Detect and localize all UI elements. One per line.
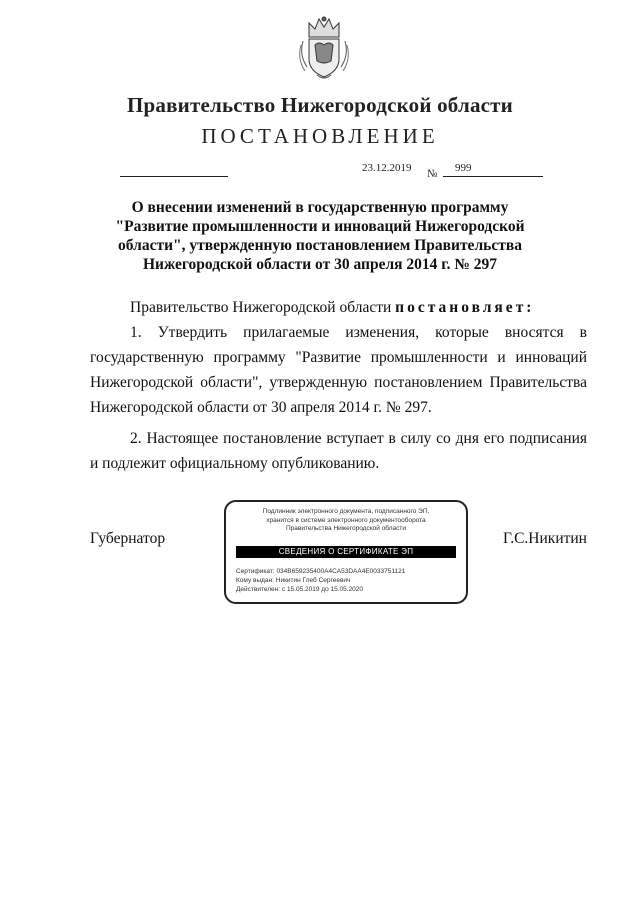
document-subject (100, 198, 540, 274)
validity-label: Действителен: (236, 586, 281, 593)
stamp-header (232, 508, 460, 534)
coat-of-arms-icon (295, 15, 353, 81)
e-signature-stamp (224, 500, 468, 604)
issued-to-value: Никитин Глеб Сергеевич (275, 577, 351, 584)
validity-value: с 15.05.2019 до 15.05.2020 (281, 586, 364, 593)
number-underline (443, 176, 543, 177)
subject-line: О внесении изменений в государственную программу (131, 199, 509, 216)
preamble-text: Правительство Нижегородской области (130, 299, 392, 316)
issued-to-label: Кому выдан: (236, 577, 274, 584)
stamp-title: СВЕДЕНИЯ О СЕРТИФИКАТЕ ЭП (236, 546, 456, 558)
signer-position: Губернатор (90, 530, 166, 547)
document-date: 23.12.2019 (362, 162, 412, 174)
number-sign: № (427, 168, 438, 180)
document-type: ПОСТАНОВЛЕНИЕ (201, 124, 439, 148)
document-number: 999 (455, 162, 472, 174)
stamp-header-line: хранится в системе электронного документооборота (266, 516, 426, 524)
stamp-header-line: Правительства Нижегородской области (285, 525, 407, 532)
subject-line: Нижегородской области от 30 апреля 2014 г. № 297 (142, 256, 498, 273)
item-2: 2. Настоящее постановление вступает в силу со дня его подписания и подлежит официальному опубликованию. (90, 430, 587, 472)
subject-line: "Развитие промышленности и инноваций Нижегородской (115, 218, 525, 235)
preamble (130, 295, 550, 320)
issued-to-row (236, 577, 350, 584)
blank-line-left (120, 176, 228, 177)
validity-row (236, 586, 363, 593)
government-name: Правительство Нижегородской области (127, 93, 513, 117)
subject-line: области", утвержденную постановлением Правительства (118, 237, 522, 254)
certificate-value: 034B659235400A4CA53DAA4E0033751121 (276, 568, 406, 575)
item-1: 1. Утвердить прилагаемые изменения, которые вносятся в государственную программу "Развитие промышленности и инноваций Нижегородской области", утвержденную постановлением Правительства Нижегородской области от 30 апреля 2014 г. № 297. (90, 324, 587, 416)
certificate-row (236, 568, 405, 575)
stamp-header-line: Подлинник электронного документа, подписанного ЭП, (262, 508, 430, 515)
certificate-label: Сертификат: (236, 568, 275, 575)
decree-word: постановляет: (395, 299, 535, 316)
signer-name: Г.С.Никитин (503, 530, 587, 547)
